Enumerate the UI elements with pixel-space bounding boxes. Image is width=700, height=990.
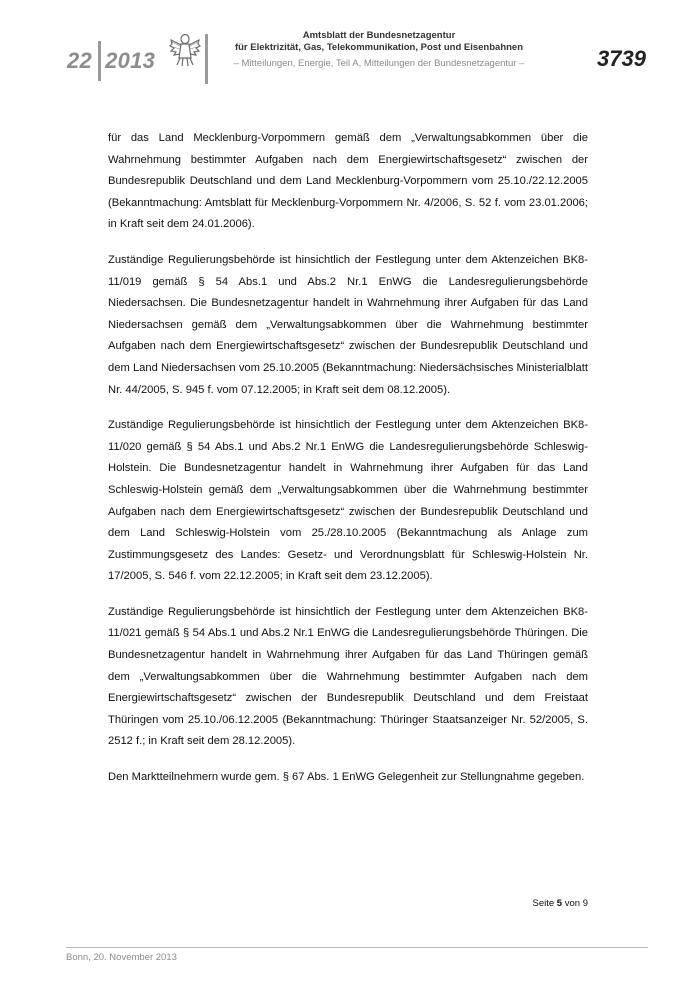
paragraph-mecklenburg: für das Land Mecklenburg-Vorpommern gemäß dem „Verwaltungsabkommen über die Wahrnehmung bestimmter Aufgaben nach dem Energiewirtschaftsgesetz“ zwischen der Bundesrepublik Deutschland und dem Land Mecklenburg-Vorpommern vom 25.10./22.12.2005 (Bekanntmachung: Amtsblatt für Mecklenburg-Vorpommern Nr. 4/2006, S. 52 f. vom 23.01.2006; in Kraft seit dem 24.01.2006). bbox=[108, 132, 588, 231]
paragraph-stellungnahme: Den Marktteilnehmern wurde gem. § 67 Abs. 1 EnWG Gelegenheit zur Stellungnahme gegeben. bbox=[108, 771, 585, 784]
federal-eagle-icon bbox=[168, 30, 202, 70]
issue-number bbox=[67, 46, 155, 76]
issue-year: 2013 bbox=[105, 48, 156, 73]
paragraph-thueringen: Zuständige Regulierungsbehörde ist hinsichtlich der Festlegung unter dem Aktenzeichen BK8-11/021 gemäß § 54 Abs.1 und Abs.2 Nr.1 EnWG die Landesregulierungsbehörde Thüringen. Die Bundesnetzagentur handelt in Wahrnehmung ihrer Aufgaben für das Land Thüringen gemäß dem „Verwaltungsabkommen über die Wahrnehmung bestimmter Aufgaben nach dem Energiewirtschaftsgesetz“ zwischen der Bundesrepublik Deutschland und dem Freistaat Thüringen vom 25.10./06.12.2005 (Bekanntmachung: Thüringer Staatsanzeiger Nr. 52/2005, S. 2512 f.; in Kraft seit dem 28.12.2005). bbox=[108, 605, 588, 748]
gazette-title bbox=[214, 30, 544, 54]
page-indicator-total: 9 bbox=[582, 898, 588, 909]
footer-divider bbox=[66, 947, 648, 948]
document-body bbox=[108, 128, 588, 803]
gazette-subtitle: – Mitteilungen, Energie, Teil A, Mitteilungen der Bundesnetzagentur – bbox=[233, 58, 525, 69]
page-indicator bbox=[533, 898, 589, 909]
page-number: 3739 bbox=[597, 46, 646, 71]
gazette-title-line2: für Elektrizität, Gas, Telekommunikation, Post und Eisenbahnen bbox=[234, 42, 524, 53]
issue-number-value: 22 bbox=[67, 48, 93, 73]
page-indicator-of: von bbox=[564, 898, 581, 909]
gazette-title-line1: Amtsblatt der Bundesnetzagentur bbox=[302, 30, 456, 41]
paragraph-schleswig-holstein: Zuständige Regulierungsbehörde ist hinsichtlich der Festlegung unter dem Aktenzeichen BK8-11/020 gemäß § 54 Abs.1 und Abs.2 Nr.1 EnWG die Landesregulierungsbehörde Schleswig-Holstein. Die Bundesnetzagentur handelt in Wahrnehmung ihrer Aufgaben für das Land Schleswig-Holstein gemäß dem „Verwaltungsabkommen über die Wahrnehmung bestimmter Aufgaben nach dem Energiewirtschaftsgesetz“ zwischen der Bundesrepublik Deutschland und dem Land Schleswig-Holstein vom 25./28.10.2005 (Bekanntmachung als Anlage zum Zustimmungsgesetz des Landes: Gesetz- und Verordnungsblatt für Schleswig-Holstein Nr. 17/2005, S. 546 f. vom 22.12.2005; in Kraft seit dem 23.12.2005). bbox=[108, 419, 588, 583]
footer-place-date: Bonn, 20. November 2013 bbox=[66, 952, 177, 963]
emblem-divider bbox=[205, 34, 208, 84]
issue-divider bbox=[98, 41, 101, 81]
paragraph-niedersachsen: Zuständige Regulierungsbehörde ist hinsichtlich der Festlegung unter dem Aktenzeichen BK8-11/019 gemäß § 54 Abs.1 und Abs.2 Nr.1 EnWG die Landesregulierungsbehörde Niedersachsen. Die Bundesnetzagentur handelt in Wahrnehmung ihrer Aufgaben für das Land Niedersachsen gemäß dem „Verwaltungsabkommen über die Wahrnehmung bestimmter Aufgaben nach dem Energiewirtschaftsgesetz“ zwischen der Bundesrepublik Deutschland und dem Land Niedersachsen vom 25.10.2005 (Bekanntmachung: Niedersächsisches Ministerialblatt Nr. 44/2005, S. 945 f. vom 07.12.2005; in Kraft seit dem 08.12.2005). bbox=[108, 253, 588, 396]
page-indicator-current: 5 bbox=[556, 898, 563, 909]
page-indicator-label: Seite bbox=[532, 898, 555, 909]
